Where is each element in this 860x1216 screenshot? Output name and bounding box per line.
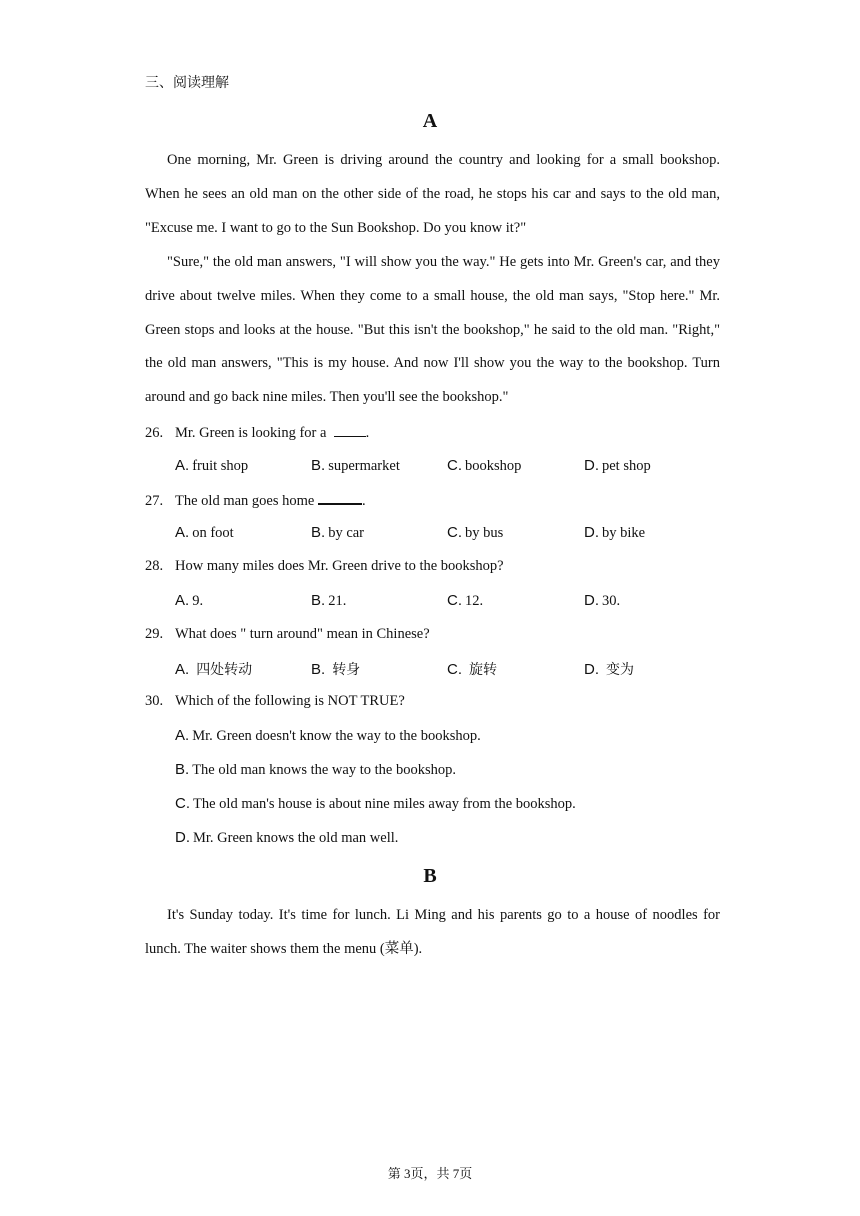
option-a[interactable] — [175, 727, 481, 745]
option-text: Mr. Green doesn't know the way to the bookshop. — [192, 728, 481, 744]
option-d[interactable] — [584, 524, 645, 542]
option-text: 四处转动 — [196, 662, 253, 678]
option-letter: A. — [175, 592, 190, 609]
option-d[interactable] — [584, 659, 634, 679]
question-30 — [145, 693, 405, 710]
page-footer: 第 3页，共 7页 — [387, 1166, 473, 1181]
question-stem-end: . — [365, 425, 370, 441]
option-b[interactable] — [311, 457, 400, 475]
option-text: The old man's house is about nine miles away from the bookshop. — [193, 796, 576, 812]
answer-blank — [318, 491, 362, 505]
option-letter: A. — [175, 457, 190, 474]
passage-a-paragraph-2: "Sure," the old man answers, "I will show you the way." He gets into Mr. Green's car, and they drive about twelve miles. When they come to a small house, the old man says, "Stop here." Mr. Green stops and looks at the house. "But this isn't the bookshop," he said to the old man. "Right," the old man answers, "This is my house. And now I'll show you the way to the bookshop. Turn around and go back nine miles. Then you'll see the bookshop." — [145, 254, 720, 406]
option-letter: C. — [175, 795, 190, 812]
option-b[interactable] — [311, 592, 346, 610]
option-text: by bus — [465, 525, 504, 541]
option-letter: D. — [584, 592, 599, 609]
passage-a-paragraph-1: One morning, Mr. Green is driving around the country and looking for a small bookshop. When he sees an old man on the other side of the road, he stops his car and says to the old man, "Excuse me. I want to go to the Sun Bookshop. Do you know it?" — [145, 152, 720, 236]
part-b-heading: B — [423, 865, 437, 887]
option-text: 旋转 — [469, 662, 497, 678]
option-letter: B. — [311, 592, 326, 609]
question-stem-end: . — [361, 493, 366, 509]
option-text: fruit shop — [192, 458, 249, 474]
option-text: The old man knows the way to the bookshop. — [192, 762, 456, 778]
option-letter: D. — [584, 524, 599, 541]
option-text: bookshop — [465, 458, 522, 474]
question-stem: Mr. Green is looking for a — [175, 425, 327, 441]
option-c[interactable] — [447, 659, 497, 679]
passage-b-paragraph-1: It's Sunday today. It's time for lunch. Li Ming and his parents go to a house of noodles for lunch. The waiter shows them the menu (菜单). — [145, 907, 720, 957]
option-text: supermarket — [328, 458, 400, 474]
option-a[interactable] — [175, 592, 203, 610]
question-stem: How many miles does Mr. Green drive to the bookshop? — [175, 558, 504, 574]
question-stem: The old man goes home — [175, 493, 315, 509]
option-d[interactable] — [175, 829, 398, 847]
option-c[interactable] — [447, 592, 483, 610]
option-c[interactable] — [447, 524, 503, 542]
option-a[interactable] — [175, 659, 252, 679]
option-letter: B. — [311, 661, 326, 678]
option-text: on foot — [192, 525, 234, 541]
question-number: 26. — [145, 425, 164, 441]
option-letter: D. — [584, 457, 599, 474]
option-text: 12. — [465, 593, 484, 609]
question-29 — [145, 626, 430, 643]
option-letter: A. — [175, 524, 190, 541]
part-a-heading: A — [422, 110, 438, 132]
option-b[interactable] — [311, 524, 364, 542]
question-28 — [145, 558, 504, 575]
option-letter: C. — [447, 457, 462, 474]
option-text: 9. — [192, 593, 204, 609]
option-letter: A. — [175, 661, 190, 678]
answer-blank — [334, 424, 366, 437]
option-letter: B. — [175, 761, 190, 778]
section-title: 三、阅读理解 — [145, 75, 229, 91]
question-27 — [145, 491, 366, 510]
option-d[interactable] — [584, 457, 651, 475]
option-text: 变为 — [606, 662, 634, 678]
option-letter: B. — [311, 457, 326, 474]
question-number: 27. — [145, 493, 164, 509]
option-text: 转身 — [332, 662, 361, 678]
option-letter: D. — [584, 661, 599, 678]
option-text: by car — [328, 525, 365, 541]
question-26 — [145, 424, 369, 442]
option-b[interactable] — [175, 761, 456, 779]
option-letter: C. — [447, 524, 462, 541]
option-letter: A. — [175, 727, 190, 744]
question-number: 30. — [145, 693, 164, 709]
option-c[interactable] — [447, 457, 521, 475]
option-letter: D. — [175, 829, 190, 846]
option-letter: C. — [447, 661, 462, 678]
option-text: Mr. Green knows the old man well. — [193, 830, 399, 846]
question-number: 28. — [145, 558, 164, 574]
option-a[interactable] — [175, 457, 248, 475]
option-b[interactable] — [311, 659, 360, 679]
option-letter: B. — [311, 524, 326, 541]
question-stem: What does " turn around" mean in Chinese? — [175, 626, 430, 642]
option-letter: C. — [447, 592, 462, 609]
option-c[interactable] — [175, 795, 576, 813]
option-text: by bike — [602, 525, 646, 541]
option-d[interactable] — [584, 592, 620, 610]
question-number: 29. — [145, 626, 164, 642]
option-text: pet shop — [602, 458, 651, 474]
option-a[interactable] — [175, 524, 234, 542]
option-text: 21. — [328, 593, 347, 609]
option-text: 30. — [602, 593, 621, 609]
question-stem: Which of the following is NOT TRUE? — [175, 693, 405, 709]
